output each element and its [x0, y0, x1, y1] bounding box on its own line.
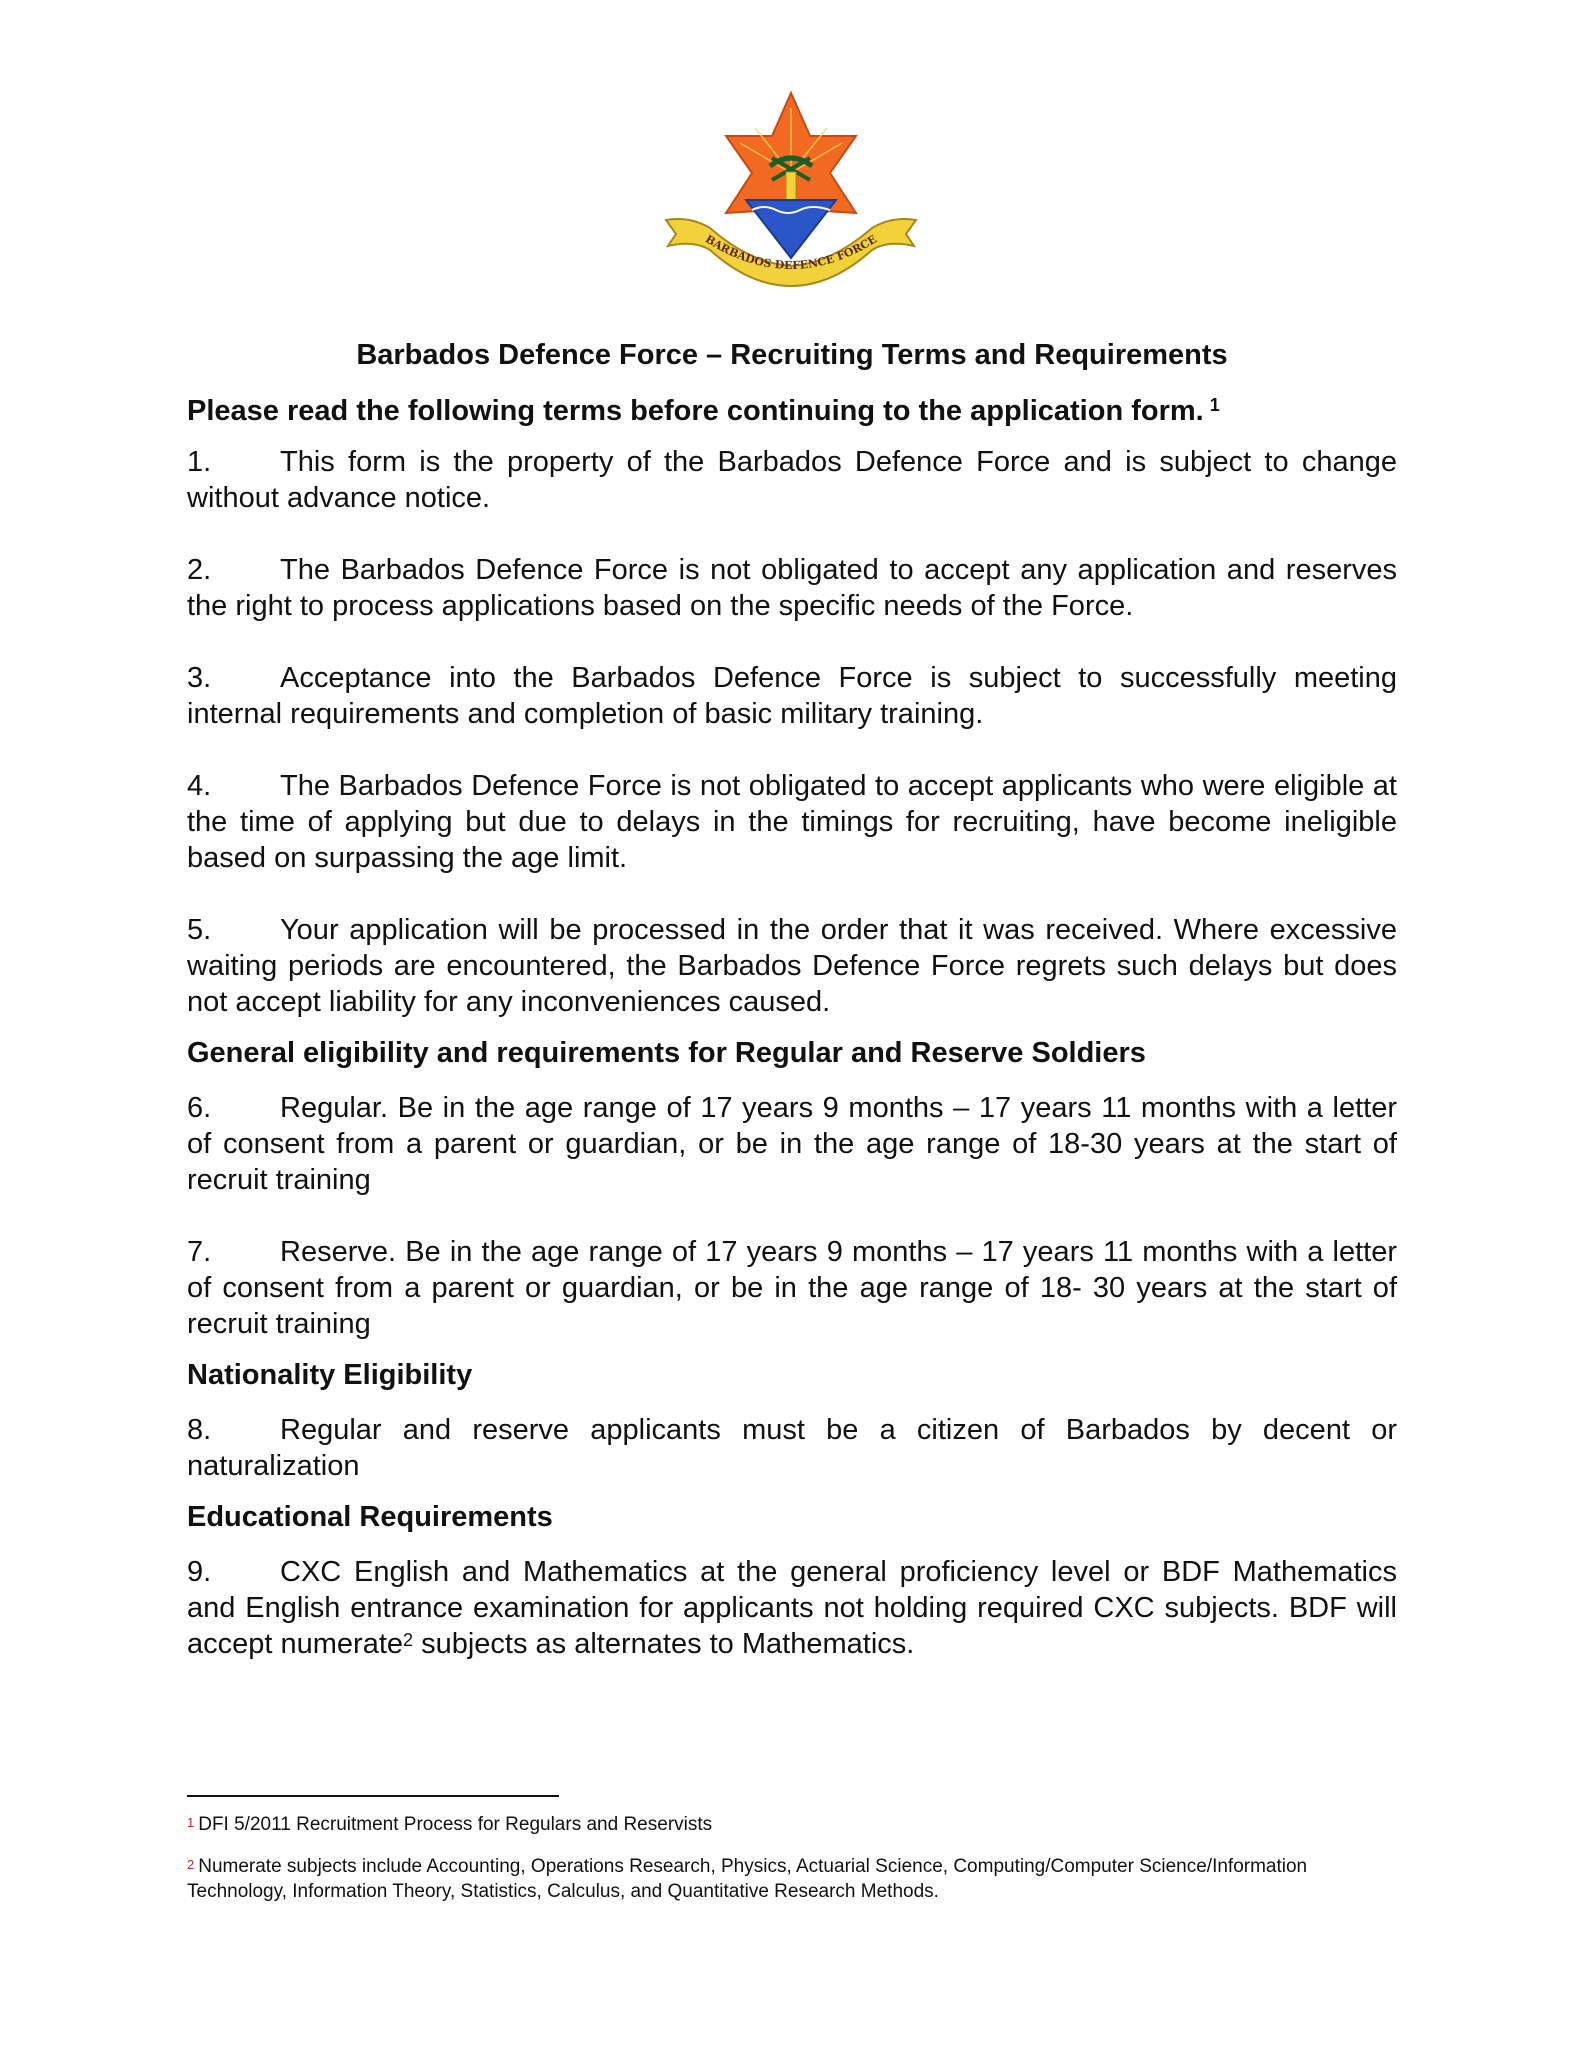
- intro-paragraph: Please read the following terms before continuing to the application form. $^1$: [187, 395, 1220, 427]
- section-heading-nationality: Nationality Eligibility: [187, 1359, 473, 1391]
- term-item-2: 2. The Barbados Defence Force is not obligated to accept any application and reserves the right to process applications based on the specific needs of the Force.: [187, 554, 1397, 622]
- term-item-8: 8. Regular and reserve applicants must be a citizen of Barbados by decent or naturalization: [187, 1414, 1397, 1482]
- term-item-3: 3. Acceptance into the Barbados Defence Force is subject to successfully meeting internal requirements and completion of basic military training.: [187, 662, 1397, 730]
- footnote-1: $^1$ DFI 5/2011 Recruitment Process for Regulars and Reservists: [187, 1814, 713, 1835]
- footnotes: [187, 1812, 1397, 1921]
- footnote-2: $^2$ Numerate subjects include Accounting, Operations Research, Physics, Actuarial Science, Computing/Computer Science/Information Technology, Information Theory, Statistics, Calculus, and Quantitative Research Methods.: [187, 1856, 1308, 1902]
- footnote-divider: [187, 1795, 559, 1797]
- section-heading-general: General eligibility and requirements for Regular and Reserve Soldiers: [187, 1037, 1146, 1069]
- section-heading-education: Educational Requirements: [187, 1501, 553, 1533]
- footnote-ref-2: 2: [403, 1630, 414, 1650]
- term-item-9: 9. CXC English and Mathematics at the general proficiency level or BDF Mathematics and English entrance examination for applicants not holding required CXC subjects. BDF will accept numerate$^2$ subjects as alternates to Mathematics.: [187, 1556, 1397, 1660]
- bdf-crest-logo: [660, 88, 922, 298]
- term-item-5: 5. Your application will be processed in the order that it was received. Where excessive waiting periods are encountered, the Barbados Defence Force regrets such delays but does not accept liability for any inconveniences caused.: [187, 914, 1397, 1018]
- document-body: [187, 338, 1397, 1698]
- crest-ribbon-text: BARBADOS DEFENCE FORCE: [702, 232, 880, 273]
- term-item-7: 7. Reserve. Be in the age range of 17 years 9 months – 17 years 11 months with a letter of consent from a parent or guardian, or be in the age range of 18- 30 years at the start of recruit training: [187, 1236, 1397, 1340]
- term-item-4: 4. The Barbados Defence Force is not obligated to accept applicants who were eligible at the time of applying but due to delays in the timings for recruiting, have become ineligible based on surpassing the age limit.: [187, 770, 1397, 874]
- footnote-ref-1: 1: [1209, 395, 1220, 415]
- term-item-1: 1. This form is the property of the Barbados Defence Force and is subject to change without advance notice.: [187, 446, 1397, 514]
- page-title: Barbados Defence Force – Recruiting Terms and Requirements: [356, 339, 1228, 371]
- term-item-6: 6. Regular. Be in the age range of 17 years 9 months – 17 years 11 months with a letter of consent from a parent or guardian, or be in the age range of 18-30 years at the start of recruit training: [187, 1092, 1397, 1196]
